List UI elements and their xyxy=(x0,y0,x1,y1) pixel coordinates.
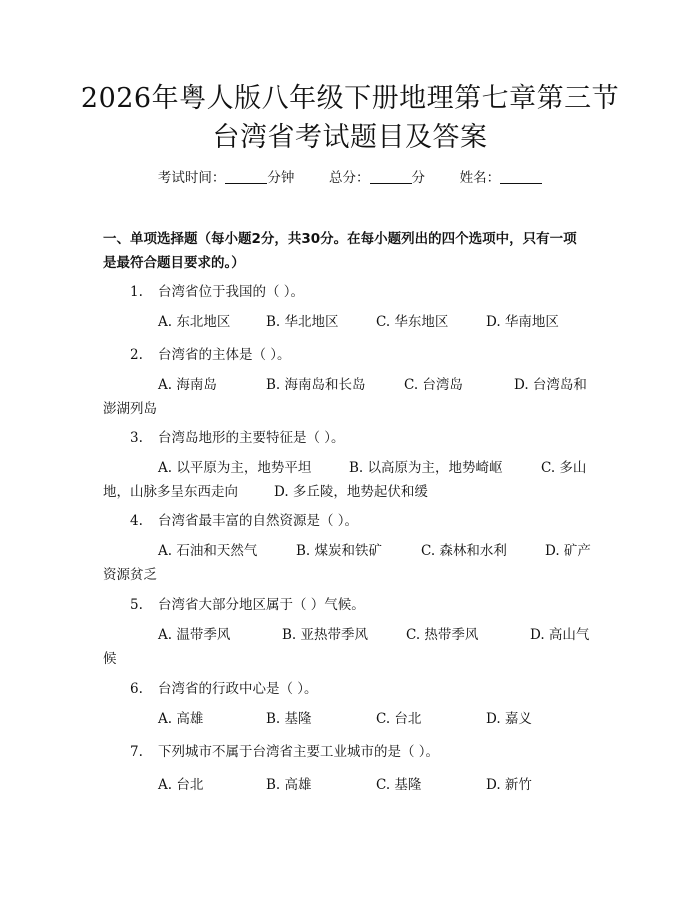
section-heading-line-1: 一、单项选择题（每小题2分，共30分。在每小题列出的四个选项中，只有一项 xyxy=(103,231,577,247)
question-4-options xyxy=(103,539,593,587)
option-d: D. 高山气 xyxy=(530,627,590,643)
option-b: B. 基隆 xyxy=(266,711,312,727)
option-b: B. 华北地区 xyxy=(266,314,339,330)
option-c-continued: 地，山脉多呈东西走向 xyxy=(103,484,238,500)
option-a: A. 东北地区 xyxy=(158,314,231,330)
question-text: 台湾省位于我国的（ ）。 xyxy=(158,284,305,300)
question-text: 台湾省大部分地区属于（ ）气候。 xyxy=(158,597,365,613)
question-number: 1. xyxy=(130,284,143,300)
option-d: D. 多丘陵，地势起伏和缓 xyxy=(274,484,428,500)
section-heading xyxy=(103,227,603,275)
question-number: 7. xyxy=(130,744,143,760)
name-blank xyxy=(500,169,542,184)
question-4 xyxy=(130,510,358,532)
option-a: A. 高雄 xyxy=(158,711,204,727)
page-title-line-1: 2026年粤人版八年级下册地理第七章第三节 xyxy=(80,83,620,114)
question-3 xyxy=(130,427,345,449)
total-score-unit: 分 xyxy=(411,170,425,186)
option-d: D. 嘉义 xyxy=(486,711,532,727)
section-heading-line-2: 是最符合题目要求的。） xyxy=(103,255,245,271)
question-1-options xyxy=(103,310,593,334)
question-text: 台湾岛地形的主要特征是（ ）。 xyxy=(158,430,345,446)
option-b: B. 高雄 xyxy=(266,777,312,793)
option-c: C. 基隆 xyxy=(376,777,422,793)
question-number: 5. xyxy=(130,597,143,613)
option-c: C. 多山 xyxy=(541,460,587,476)
question-3-options xyxy=(103,456,593,504)
option-b: B. 煤炭和铁矿 xyxy=(296,543,383,559)
question-number: 2. xyxy=(130,347,143,363)
option-d-continued: 资源贫乏 xyxy=(103,567,157,583)
option-d: D. 新竹 xyxy=(486,777,532,793)
question-6 xyxy=(130,678,318,700)
option-c: C. 华东地区 xyxy=(376,314,449,330)
question-number: 3. xyxy=(130,430,143,446)
option-b: B. 海南岛和长岛 xyxy=(266,377,366,393)
question-text: 台湾省的行政中心是（ ）。 xyxy=(158,681,318,697)
option-c: C. 台北 xyxy=(376,711,422,727)
option-c: C. 台湾岛 xyxy=(404,377,463,393)
total-score-label: 总分： xyxy=(329,170,370,186)
page-title-line-2: 台湾省考试题目及答案 xyxy=(212,122,488,153)
exam-time-label: 考试时间： xyxy=(157,170,226,186)
option-a: A. 石油和天然气 xyxy=(158,543,258,559)
option-a: A. 温带季风 xyxy=(158,627,231,643)
option-c: C. 森林和水利 xyxy=(421,543,507,559)
option-a: A. 以平原为主，地势平坦 xyxy=(158,460,312,476)
question-1 xyxy=(130,281,304,303)
question-number: 6. xyxy=(130,681,143,697)
question-7-options xyxy=(103,773,593,797)
question-2-options xyxy=(103,373,593,421)
option-b: B. 以高原为主，地势崎岖 xyxy=(349,460,503,476)
exam-time-unit: 分钟 xyxy=(267,170,295,186)
question-5-options xyxy=(103,623,593,671)
option-d: D. 华南地区 xyxy=(486,314,559,330)
name-label: 姓名： xyxy=(459,170,501,186)
option-d-continued: 候 xyxy=(103,651,117,667)
question-5 xyxy=(130,594,365,616)
question-text: 台湾省的主体是（ ）。 xyxy=(158,347,291,363)
option-c: C. 热带季风 xyxy=(406,627,479,643)
question-number: 4. xyxy=(130,513,143,529)
option-d: D. 台湾岛和 xyxy=(514,377,587,393)
exam-meta xyxy=(0,168,700,188)
option-d: D. 矿产 xyxy=(545,543,591,559)
option-d-continued: 澎湖列岛 xyxy=(103,401,157,417)
total-score-blank xyxy=(370,169,412,184)
exam-time-blank xyxy=(225,169,267,184)
question-2 xyxy=(130,344,291,366)
option-b: B. 亚热带季风 xyxy=(282,627,369,643)
question-text: 台湾省最丰富的自然资源是（ ）。 xyxy=(158,513,359,529)
question-7 xyxy=(130,741,439,763)
question-6-options xyxy=(103,707,593,731)
option-a: A. 海南岛 xyxy=(158,377,217,393)
option-a: A. 台北 xyxy=(158,777,204,793)
question-text: 下列城市不属于台湾省主要工业城市的是（ ）。 xyxy=(158,744,440,760)
